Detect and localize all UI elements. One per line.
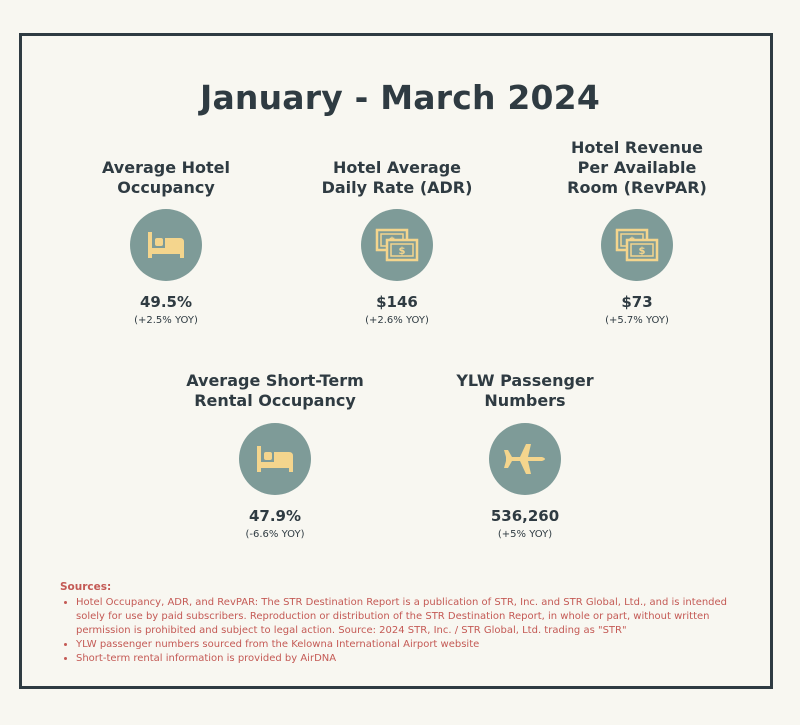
stat-label: Hotel Revenue Per Available Room (RevPAR) — [567, 138, 707, 197]
stat-hotel-occupancy — [66, 138, 266, 326]
stat-hotel-revpar — [537, 138, 737, 326]
sources-section — [60, 580, 740, 666]
airplane-icon — [502, 442, 548, 476]
svg-text:$: $ — [398, 246, 406, 257]
stat-value: 49.5% — [139, 293, 193, 311]
icon-circle — [489, 423, 561, 495]
stat-value: 47.9% — [248, 507, 302, 525]
icon-circle — [361, 209, 433, 281]
source-item: • Short-term rental information is provided by AirDNA — [76, 652, 740, 666]
stat-value: $146 — [376, 293, 418, 311]
stat-label: Average Short-Term Rental Occupancy — [186, 371, 364, 410]
bed-icon — [146, 230, 186, 260]
stat-change: (+5.7% YOY) — [605, 315, 669, 326]
icon-circle — [239, 423, 311, 495]
stat-change: (-6.6% YOY) — [245, 529, 305, 540]
stat-hotel-adr — [297, 138, 497, 326]
icon-circle — [601, 209, 673, 281]
source-item: • Hotel Occupancy, ADR, and RevPAR: The STR Destination Report is a publication of STR, Inc. and STR Global, Ltd., and is intended solely for use by paid subscribers. Reproduction or distribution of the STR Destination Report, in whole or part, without written permission is prohibited and subject to legal action. Source: 2024 STR, Inc. / STR Global, Ltd. trading as "STR" — [76, 596, 740, 638]
stat-ylw-passengers — [425, 351, 625, 540]
money-icon — [375, 228, 419, 262]
stat-change: (+2.5% YOY) — [134, 315, 198, 326]
stat-str-occupancy — [175, 351, 375, 540]
stat-label: YLW Passenger Numbers — [456, 371, 594, 410]
stat-value: $73 — [621, 293, 653, 311]
icon-circle — [130, 209, 202, 281]
source-item: • YLW passenger numbers sourced from the Kelowna International Airport website — [76, 638, 740, 652]
stat-label: Hotel Average Daily Rate (ADR) — [321, 158, 473, 197]
sources-heading: Sources: — [60, 581, 112, 593]
stat-change: (+5% YOY) — [497, 529, 553, 540]
sources-list — [60, 596, 740, 666]
stat-change: (+2.6% YOY) — [365, 315, 429, 326]
bed-icon — [255, 444, 295, 474]
page-title: January - March 2024 — [199, 78, 601, 117]
svg-text:$: $ — [638, 246, 646, 257]
stat-value: 536,260 — [490, 507, 560, 525]
money-icon — [615, 228, 659, 262]
stat-label: Average Hotel Occupancy — [101, 158, 231, 197]
